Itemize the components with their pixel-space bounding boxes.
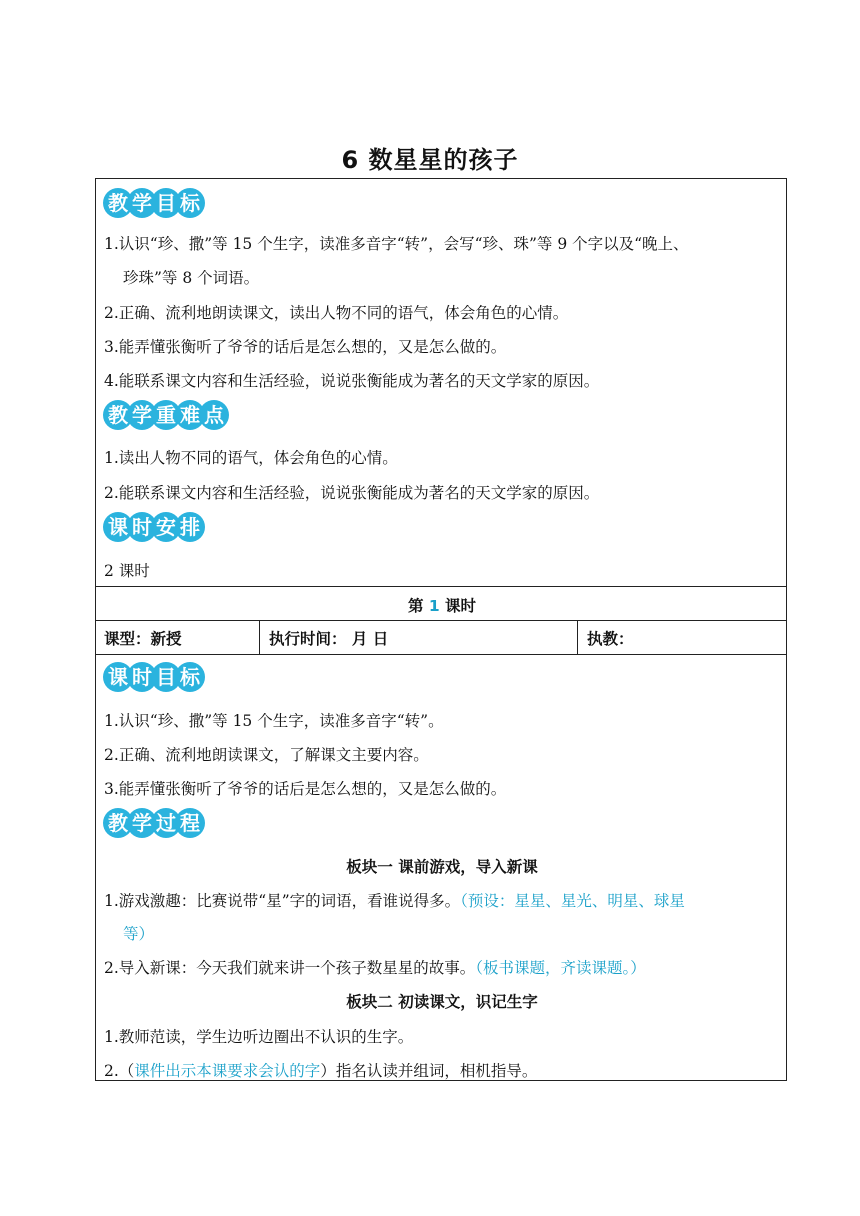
divider (96, 654, 786, 655)
process-3: 1.教师范读，学生边听边圈出不认识的生字。 (104, 1028, 414, 1046)
heading-teaching-goals: 教 学 目 标 (104, 189, 200, 221)
goal-1-cont: 珍珠”等 8 个词语。 (123, 269, 260, 287)
heading-key-points: 教 学 重 难 点 (104, 401, 224, 433)
goal-2: 2.正确、流利地朗读课文，读出人物不同的语气，体会角色的心情。 (104, 304, 569, 322)
heading-lesson-goals: 课 时 目 标 (104, 663, 200, 695)
key-point-2: 2.能联系课文内容和生活经验，说说张衡能成为著名的天文学家的原因。 (104, 484, 600, 502)
divider (259, 620, 260, 654)
lesson-goal-3: 3.能弄懂张衡听了爷爷的话后是怎么想的，又是怎么做的。 (104, 780, 507, 798)
info-type: 课型：新授 (104, 630, 182, 648)
goal-1: 1.认识“珍、撒”等 15 个生字，读准多音字“转”，会写“珍、珠”等 9 个字以及“晚上、 (104, 235, 689, 253)
divider (577, 620, 578, 654)
divider (96, 620, 786, 621)
process-1: 1.游戏激趣：比赛说带“星”字的词语，看谁说得多。（预设：星星、星光、明星、球星 (104, 892, 685, 910)
heading-schedule: 课 时 安 排 (104, 513, 200, 545)
process-1-cont: 等） (123, 925, 155, 943)
block-2-title: 板块二 初读课文，识记生字 (346, 993, 538, 1011)
lesson-goal-1: 1.认识“珍、撒”等 15 个生字，读准多音字“转”。 (104, 712, 444, 730)
info-time: 执行时间： 月 日 (269, 630, 389, 648)
divider (96, 586, 786, 587)
goal-4: 4.能联系课文内容和生活经验，说说张衡能成为著名的天文学家的原因。 (104, 372, 600, 390)
schedule-text: 2 课时 (104, 562, 150, 580)
block-1-title: 板块一 课前游戏，导入新课 (346, 858, 538, 876)
goal-3: 3.能弄懂张衡听了爷爷的话后是怎么想的，又是怎么做的。 (104, 338, 507, 356)
process-2: 2.导入新课：今天我们就来讲一个孩子数星星的故事。（板书课题，齐读课题。） (104, 959, 646, 977)
lesson-goal-2: 2.正确、流利地朗读课文，了解课文主要内容。 (104, 746, 429, 764)
info-teacher: 执教： (587, 630, 634, 648)
heading-process: 教 学 过 程 (104, 809, 200, 841)
process-4: 2.（课件出示本课要求会认的字）指名认读并组词，相机指导。 (104, 1062, 538, 1080)
lesson-label: 第 1 课时 (407, 597, 477, 615)
lesson-plan-table (95, 178, 787, 1081)
page-title: 6 数星星的孩子 (341, 146, 519, 174)
key-point-1: 1.读出人物不同的语气，体会角色的心情。 (104, 449, 398, 467)
